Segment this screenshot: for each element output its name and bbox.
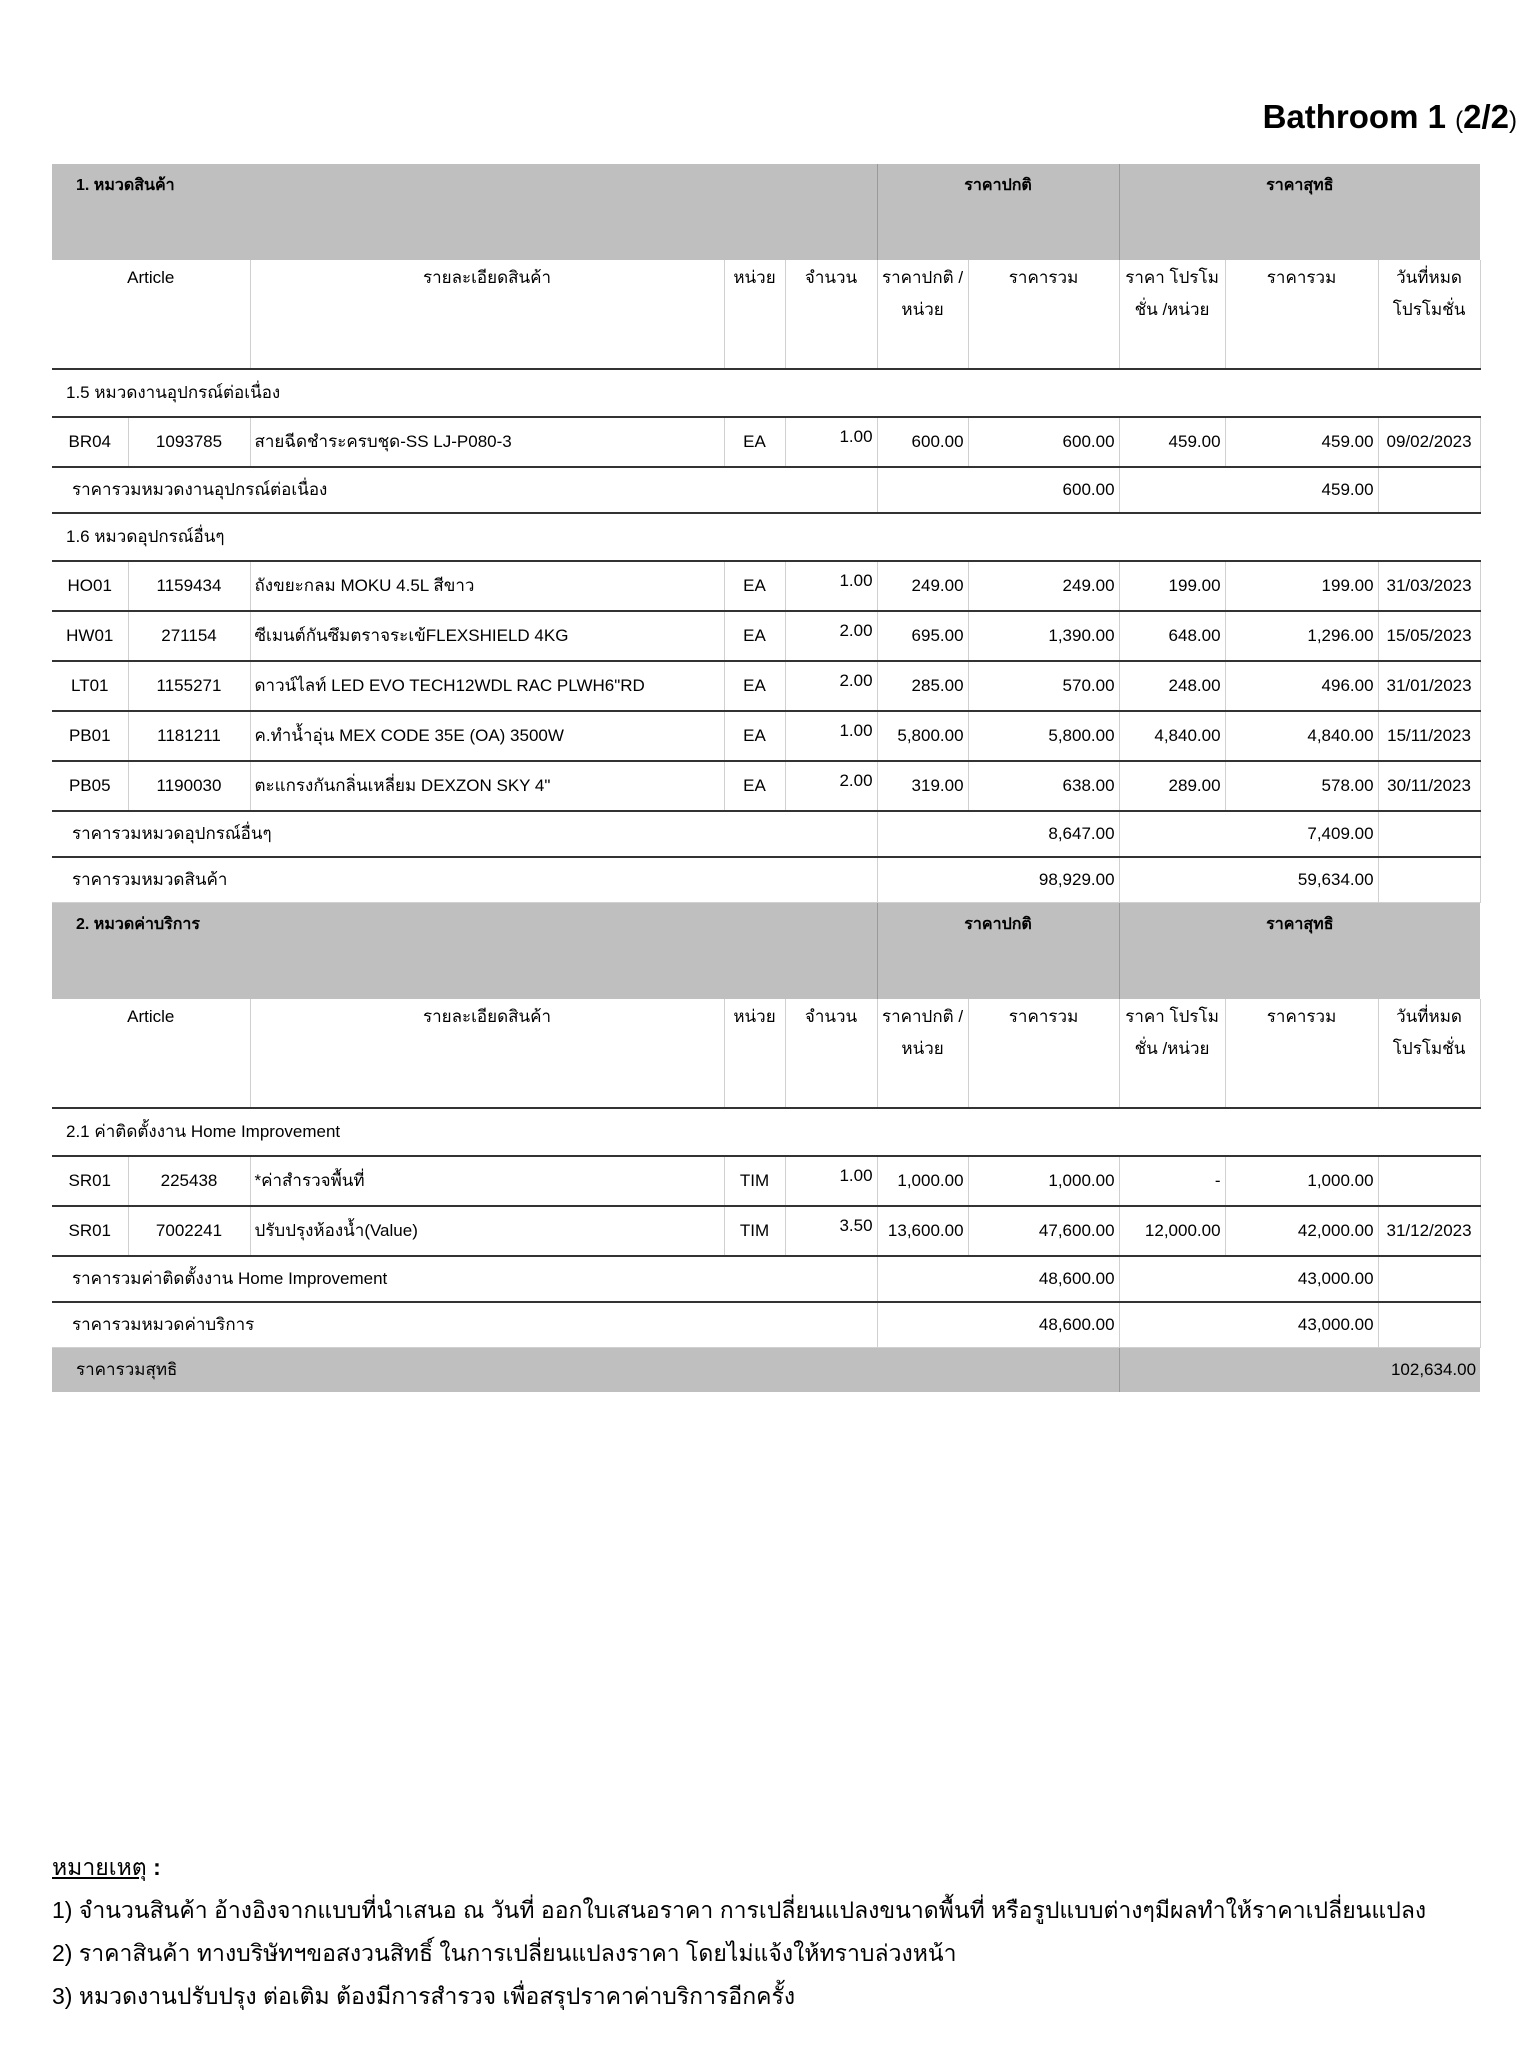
item-total: 47,600.00	[968, 1206, 1119, 1256]
regular-price-group: ราคาปกติ	[877, 903, 1119, 1000]
col-article: Article	[52, 260, 250, 369]
item-promo: 248.00	[1119, 661, 1225, 711]
category-label: 2.1 ค่าติดตั้งงาน Home Improvement	[52, 1108, 1480, 1156]
item-article: 7002241	[128, 1206, 250, 1256]
item-unit: EA	[724, 661, 785, 711]
item-total: 5,800.00	[968, 711, 1119, 761]
item-description: *ค่าสำรวจพื้นที่	[250, 1156, 724, 1206]
section-total-net: 43,000.00	[1119, 1302, 1378, 1348]
item-qty: 2.00	[785, 761, 877, 811]
table-row	[52, 561, 1480, 611]
item-price: 600.00	[877, 417, 968, 467]
item-net: 496.00	[1225, 661, 1378, 711]
item-article: 271154	[128, 611, 250, 661]
item-promo: 648.00	[1119, 611, 1225, 661]
item-date: 15/05/2023	[1378, 611, 1480, 661]
col-regular-total: ราคารวม	[968, 999, 1119, 1108]
item-description: ดาวน์ไลท์ LED EVO TECH12WDL RAC PLWH6"RD	[250, 661, 724, 711]
col-regular-total: ราคารวม	[968, 260, 1119, 369]
item-qty: 1.00	[785, 417, 877, 467]
item-promo: 289.00	[1119, 761, 1225, 811]
section-title: 2. หมวดค่าบริการ	[76, 916, 200, 933]
item-code: HW01	[52, 611, 128, 661]
notes-heading-text: หมายเหตุ	[52, 1854, 147, 1880]
col-promo-unit: ราคา โปรโมชั่น /หน่วย	[1119, 999, 1225, 1108]
item-date	[1378, 1156, 1480, 1206]
note-line: 1) จำนวนสินค้า อ้างอิงจากแบบที่นำเสนอ ณ วันที่ ออกใบเสนอราคา การเปลี่ยนแปลงขนาดพื้นที่ หรือรูปแบบต่างๆมีผลทำให้ราคาเปลี่ยนแปลง	[52, 1897, 1427, 1923]
regular-price-group: ราคาปกติ	[877, 164, 1119, 260]
item-total: 1,390.00	[968, 611, 1119, 661]
item-promo: -	[1119, 1156, 1225, 1206]
item-net: 578.00	[1225, 761, 1378, 811]
item-total: 570.00	[968, 661, 1119, 711]
notes	[52, 1846, 1492, 2018]
item-price: 249.00	[877, 561, 968, 611]
item-price: 695.00	[877, 611, 968, 661]
column-header-row	[52, 260, 1480, 369]
item-unit: TIM	[724, 1206, 785, 1256]
item-qty: 1.00	[785, 711, 877, 761]
table-row	[52, 611, 1480, 661]
table-row	[52, 417, 1480, 467]
item-article: 1093785	[128, 417, 250, 467]
item-price: 13,600.00	[877, 1206, 968, 1256]
item-unit: EA	[724, 561, 785, 611]
section-total-label: ราคารวมหมวดสินค้า	[52, 857, 877, 903]
grand-total-label: ราคารวมสุทธิ	[52, 1348, 1119, 1393]
net-price-group: ราคาสุทธิ	[1119, 903, 1480, 1000]
subtotal-row	[52, 467, 1480, 513]
section-total-regular: 48,600.00	[877, 1302, 1119, 1348]
table-row	[52, 1156, 1480, 1206]
item-unit: EA	[724, 761, 785, 811]
item-date: 09/02/2023	[1378, 417, 1480, 467]
col-article: Article	[52, 999, 250, 1108]
category-label: 1.6 หมวดอุปกรณ์อื่นๆ	[52, 513, 1480, 561]
item-unit: EA	[724, 417, 785, 467]
section-total-net: 59,634.00	[1119, 857, 1378, 903]
subtotal-regular: 48,600.00	[877, 1256, 1119, 1302]
item-code: SR01	[52, 1156, 128, 1206]
subtotal-label: ราคารวมหมวดอุปกรณ์อื่นๆ	[52, 811, 877, 857]
section-total-row	[52, 857, 1480, 903]
section-header	[52, 164, 1480, 260]
table-row	[52, 761, 1480, 811]
section-total-row	[52, 1302, 1480, 1348]
item-qty: 2.00	[785, 611, 877, 661]
item-net: 1,000.00	[1225, 1156, 1378, 1206]
item-total: 600.00	[968, 417, 1119, 467]
section-title: 1. หมวดสินค้า	[76, 177, 175, 194]
subtotal-row	[52, 811, 1480, 857]
item-price: 1,000.00	[877, 1156, 968, 1206]
item-article: 1190030	[128, 761, 250, 811]
grand-total-row	[52, 1348, 1480, 1393]
subtotal-regular: 8,647.00	[877, 811, 1119, 857]
col-net-total: ราคารวม	[1225, 999, 1378, 1108]
item-unit: EA	[724, 611, 785, 661]
item-article: 1155271	[128, 661, 250, 711]
item-date: 31/12/2023	[1378, 1206, 1480, 1256]
net-price-group: ราคาสุทธิ	[1119, 164, 1480, 260]
item-total: 249.00	[968, 561, 1119, 611]
col-promo-end: วันที่หมด โปรโมชั่น	[1378, 999, 1480, 1108]
item-description: ถังขยะกลม MOKU 4.5L สีขาว	[250, 561, 724, 611]
page-title-main: Bathroom 1	[1262, 98, 1456, 135]
item-description: ตะแกรงกันกลิ่นเหลี่ยม DEXZON SKY 4"	[250, 761, 724, 811]
subtotal-net: 43,000.00	[1119, 1256, 1378, 1302]
note-line: 3) หมวดงานปรับปรุง ต่อเติม ต้องมีการสำรวจ เพื่อสรุปราคาค่าบริการอีกครั้ง	[52, 1983, 796, 2009]
col-qty: จำนวน	[785, 260, 877, 369]
item-description: ปรับปรุงห้องน้ำ(Value)	[250, 1206, 724, 1256]
item-qty: 1.00	[785, 1156, 877, 1206]
quotation-table	[52, 164, 1481, 1392]
grand-total-value: 102,634.00	[1119, 1348, 1480, 1393]
subtotal-label: ราคารวมค่าติดตั้งงาน Home Improvement	[52, 1256, 877, 1302]
col-unit: หน่วย	[724, 999, 785, 1108]
col-description: รายละเอียดสินค้า	[250, 999, 724, 1108]
col-regular-unit: ราคาปกติ /หน่วย	[877, 260, 968, 369]
category-label: 1.5 หมวดงานอุปกรณ์ต่อเนื่อง	[52, 369, 1480, 417]
item-description: สายฉีดชำระครบชุด-SS LJ-P080-3	[250, 417, 724, 467]
item-article: 225438	[128, 1156, 250, 1206]
table-row	[52, 1206, 1480, 1256]
col-net-total: ราคารวม	[1225, 260, 1378, 369]
section-total-label: ราคารวมหมวดค่าบริการ	[52, 1302, 877, 1348]
item-code: PB05	[52, 761, 128, 811]
item-code: HO01	[52, 561, 128, 611]
item-code: PB01	[52, 711, 128, 761]
item-promo: 12,000.00	[1119, 1206, 1225, 1256]
note-line: 2) ราคาสินค้า ทางบริษัทฯขอสงวนสิทธิ์ ในการเปลี่ยนแปลงราคา โดยไม่แจ้งให้ทราบล่วงหน้า	[52, 1940, 957, 1966]
page-title	[1263, 98, 1517, 136]
item-price: 319.00	[877, 761, 968, 811]
item-net: 199.00	[1225, 561, 1378, 611]
item-article: 1181211	[128, 711, 250, 761]
col-promo-end: วันที่หมด โปรโมชั่น	[1378, 260, 1480, 369]
item-unit: TIM	[724, 1156, 785, 1206]
subtotal-regular: 600.00	[877, 467, 1119, 513]
col-regular-unit: ราคาปกติ /หน่วย	[877, 999, 968, 1108]
notes-heading	[52, 1846, 1492, 1889]
table-row	[52, 711, 1480, 761]
item-net: 459.00	[1225, 417, 1378, 467]
col-unit: หน่วย	[724, 260, 785, 369]
item-code: BR04	[52, 417, 128, 467]
item-description: ค.ทำน้ำอุ่น MEX CODE 35E (OA) 3500W	[250, 711, 724, 761]
table-row	[52, 661, 1480, 711]
item-code: LT01	[52, 661, 128, 711]
subtotal-net: 7,409.00	[1119, 811, 1378, 857]
item-promo: 199.00	[1119, 561, 1225, 611]
item-net: 4,840.00	[1225, 711, 1378, 761]
section-total-regular: 98,929.00	[877, 857, 1119, 903]
subtotal-net: 459.00	[1119, 467, 1378, 513]
item-date: 31/03/2023	[1378, 561, 1480, 611]
item-code: SR01	[52, 1206, 128, 1256]
item-price: 285.00	[877, 661, 968, 711]
item-qty: 1.00	[785, 561, 877, 611]
col-promo-unit: ราคา โปรโมชั่น /หน่วย	[1119, 260, 1225, 369]
section-header	[52, 903, 1480, 1000]
col-description: รายละเอียดสินค้า	[250, 260, 724, 369]
notes-heading-colon: :	[146, 1854, 161, 1880]
item-net: 1,296.00	[1225, 611, 1378, 661]
col-qty: จำนวน	[785, 999, 877, 1108]
item-total: 1,000.00	[968, 1156, 1119, 1206]
subtotal-label: ราคารวมหมวดงานอุปกรณ์ต่อเนื่อง	[52, 467, 877, 513]
item-article: 1159434	[128, 561, 250, 611]
page-title-page: 2/2	[1463, 98, 1509, 135]
item-date: 15/11/2023	[1378, 711, 1480, 761]
item-promo: 4,840.00	[1119, 711, 1225, 761]
item-total: 638.00	[968, 761, 1119, 811]
item-net: 42,000.00	[1225, 1206, 1378, 1256]
page-title-close-paren: )	[1509, 107, 1517, 134]
item-promo: 459.00	[1119, 417, 1225, 467]
column-header-row	[52, 999, 1480, 1108]
page-title-open-paren: (	[1455, 107, 1464, 134]
item-date: 31/01/2023	[1378, 661, 1480, 711]
item-price: 5,800.00	[877, 711, 968, 761]
item-qty: 2.00	[785, 661, 877, 711]
item-description: ซีเมนต์กันซึมตราจระเข้FLEXSHIELD 4KG	[250, 611, 724, 661]
item-qty: 3.50	[785, 1206, 877, 1256]
item-date: 30/11/2023	[1378, 761, 1480, 811]
item-unit: EA	[724, 711, 785, 761]
subtotal-row	[52, 1256, 1480, 1302]
